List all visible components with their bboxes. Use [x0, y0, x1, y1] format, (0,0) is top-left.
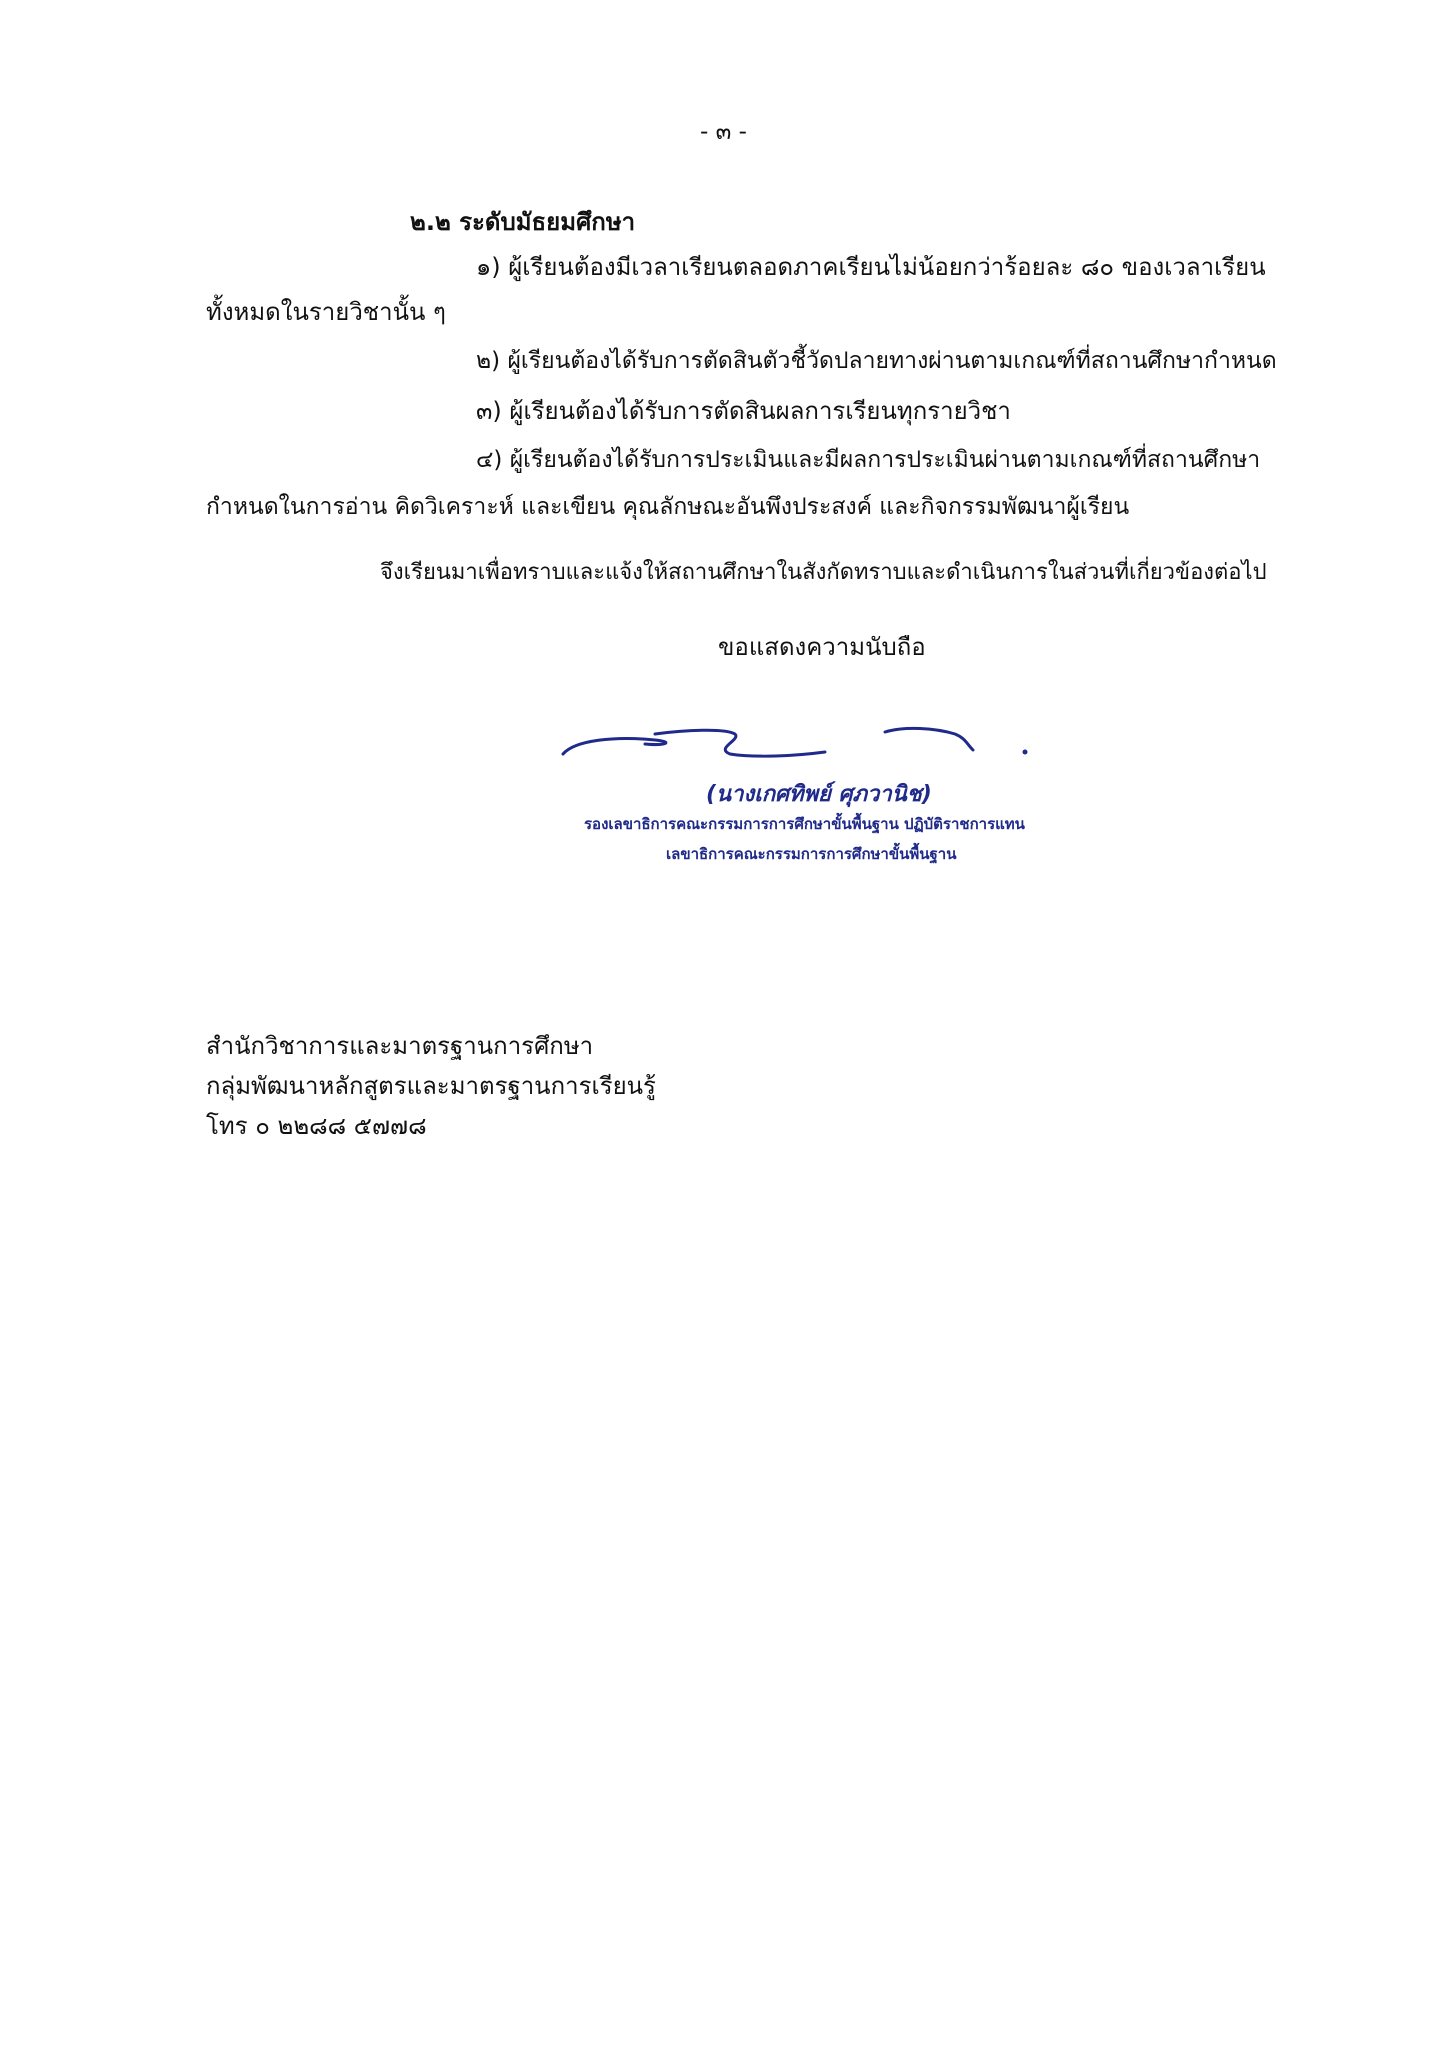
closing-paragraph: จึงเรียนมาเพื่อทราบและแจ้งให้สถานศึกษาในสังกัดทราบและดำเนินการในส่วนที่เกี่ยวข้องต่อไป [380, 560, 1267, 585]
section-heading: ๒.๒ ระดับมัธยมศึกษา [410, 208, 636, 236]
item-1-line-1: ๑) ผู้เรียนต้องมีเวลาเรียนตลอดภาคเรียนไม่น้อยกว่าร้อยละ ๘๐ ของเวลาเรียน [476, 253, 1266, 281]
signer-position-line-1: รองเลขาธิการคณะกรรมการการศึกษาขั้นพื้นฐาน ปฏิบัติราชการแทน [584, 815, 1025, 833]
page-number: - ๓ - [700, 119, 747, 145]
item-2-line-1: ๒) ผู้เรียนต้องได้รับการตัดสินตัวชี้วัดปลายทางผ่านตามเกณฑ์ที่สถานศึกษากำหนด [476, 348, 1277, 374]
closing-salutation: ขอแสดงความนับถือ [718, 633, 926, 661]
signer-name: (นางเกศทิพย์ ศุภวานิช) [706, 782, 932, 807]
footer-office: สำนักวิชาการและมาตรฐานการศึกษา [206, 1032, 594, 1060]
item-1-line-2: ทั้งหมดในรายวิชานั้น ๆ [206, 298, 446, 326]
item-3-line-1: ๓) ผู้เรียนต้องได้รับการตัดสินผลการเรียนทุกรายวิชา [476, 397, 1011, 425]
handwritten-signature [555, 710, 1035, 770]
item-4-line-2: กำหนดในการอ่าน คิดวิเคราะห์ และเขียน คุณลักษณะอันพึงประสงค์ และกิจกรรมพัฒนาผู้เรียน [206, 494, 1130, 520]
footer-phone: โทร ๐ ๒๒๘๘ ๕๗๗๘ [206, 1112, 427, 1140]
footer-group: กลุ่มพัฒนาหลักสูตรและมาตรฐานการเรียนรู้ [206, 1072, 656, 1100]
item-4-line-1: ๔) ผู้เรียนต้องได้รับการประเมินและมีผลการประเมินผ่านตามเกณฑ์ที่สถานศึกษา [476, 447, 1261, 473]
signer-position-line-2: เลขาธิการคณะกรรมการการศึกษาขั้นพื้นฐาน [666, 845, 957, 863]
